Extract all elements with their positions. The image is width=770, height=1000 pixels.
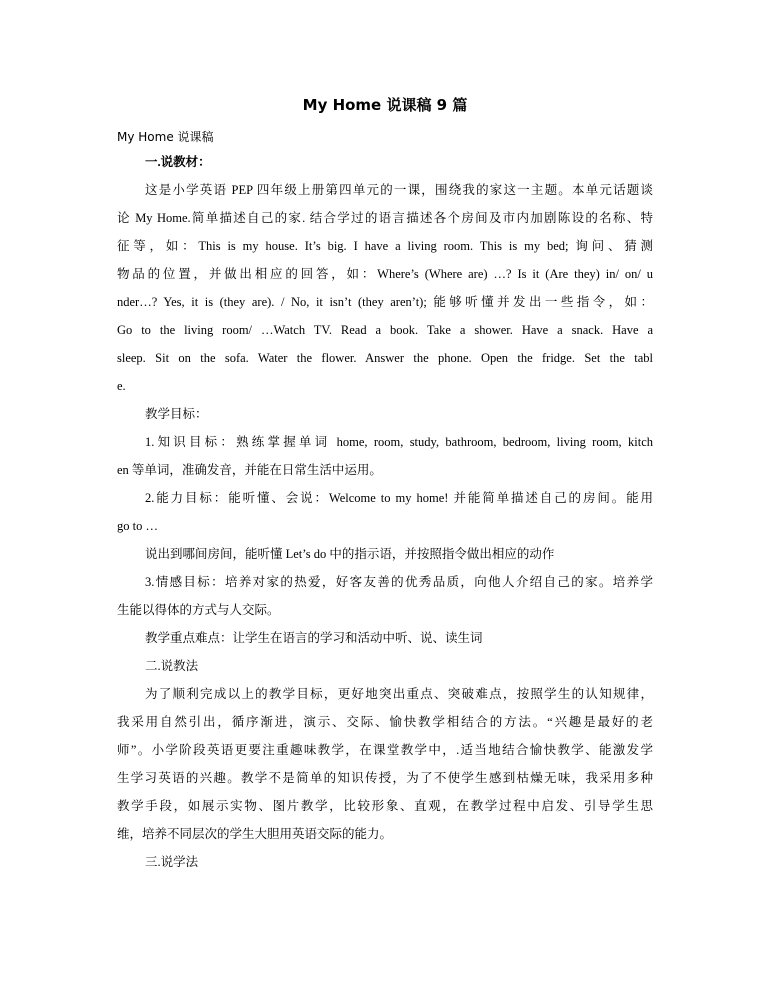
paragraph-line: en 等单词，准确发音，并能在日常生活中运用。 [117, 463, 382, 477]
heading-teaching-goals: 教学目标： [145, 407, 208, 421]
paragraph-line: 我采用自然引出，循序渐进，演示、交际、愉快教学相结合的方法。“兴趣是最好的老 [117, 715, 653, 729]
paragraph-line: 生能以得体的方式与人交际。 [117, 603, 280, 617]
paragraph-line: 教学重点难点：让学生在语言的学习和活动中听、说、读生词 [145, 631, 483, 645]
paragraph-line: 生学习英语的兴趣。教学不是简单的知识传授，为了不使学生感到枯燥无味，我采用多种 [117, 771, 653, 785]
paragraph-line: 为了顺利完成以上的教学目标，更好地突出重点、突破难点，按照学生的认知规律， [145, 687, 653, 701]
paragraph-line: 物品的位置，并做出相应的回答，如：Where’s (Where are) …? Is it (Are they) in/ on/ u [117, 267, 653, 281]
paragraph-line: nder…? Yes, it is (they are). / No, it isn’t (they aren’t); 能够听懂并发出一些指令，如： [117, 295, 653, 309]
document-title: My Home 说课稿 9 篇 [302, 96, 468, 114]
paragraph-line: 论 My Home.简单描述自己的家. 结合学过的语言描述各个房间及市内加剧陈设的名称、特 [117, 211, 653, 225]
paragraph-line: 3.情感目标：培养对家的热爱，好客友善的优秀品质，向他人介绍自己的家。培养学 [145, 575, 653, 589]
section-heading-learning: 三.说学法 [145, 855, 199, 869]
paragraph-line: 这是小学英语 PEP 四年级上册第四单元的一课，围绕我的家这一主题。本单元话题谈 [145, 183, 653, 197]
paragraph-line: 教学手段，如展示实物、图片教学，比较形象、直观，在教学过程中启发、引导学生思 [117, 799, 653, 813]
document-subtitle: My Home 说课稿 [117, 130, 214, 144]
paragraph-line: Go to the living room/ …Watch TV. Read a book. Take a shower. Have a snack. Have a [117, 323, 653, 337]
section-heading-textbook: 一.说教材： [145, 155, 211, 169]
paragraph-line: 2.能力目标：能听懂、会说：Welcome to my home! 并能简单描述自己的房间。能用 [145, 491, 653, 505]
section-heading-methods: 二.说教法 [145, 659, 199, 673]
paragraph-line: e. [117, 379, 126, 393]
paragraph-line: go to … [117, 519, 158, 533]
paragraph-line: 说出到哪间房间，能听懂 Let’s do 中的指示语，并按照指令做出相应的动作 [145, 547, 555, 561]
paragraph-line: 1.知识目标：熟练掌握单词 home, room, study, bathroom, bedroom, living room, kitch [145, 435, 653, 449]
paragraph-line: 维，培养不同层次的学生大胆用英语交际的能力。 [117, 827, 393, 841]
paragraph-line: sleep. Sit on the sofa. Water the flower. Answer the phone. Open the fridge. Set the tabl [117, 351, 653, 365]
paragraph-line: 征等，如：This is my house. It’s big. I have a living room. This is my bed; 询问、猜测 [117, 239, 653, 253]
paragraph-line: 师”。小学阶段英语更要注重趣味教学，在课堂教学中，.适当地结合愉快教学、能激发学 [117, 743, 653, 757]
